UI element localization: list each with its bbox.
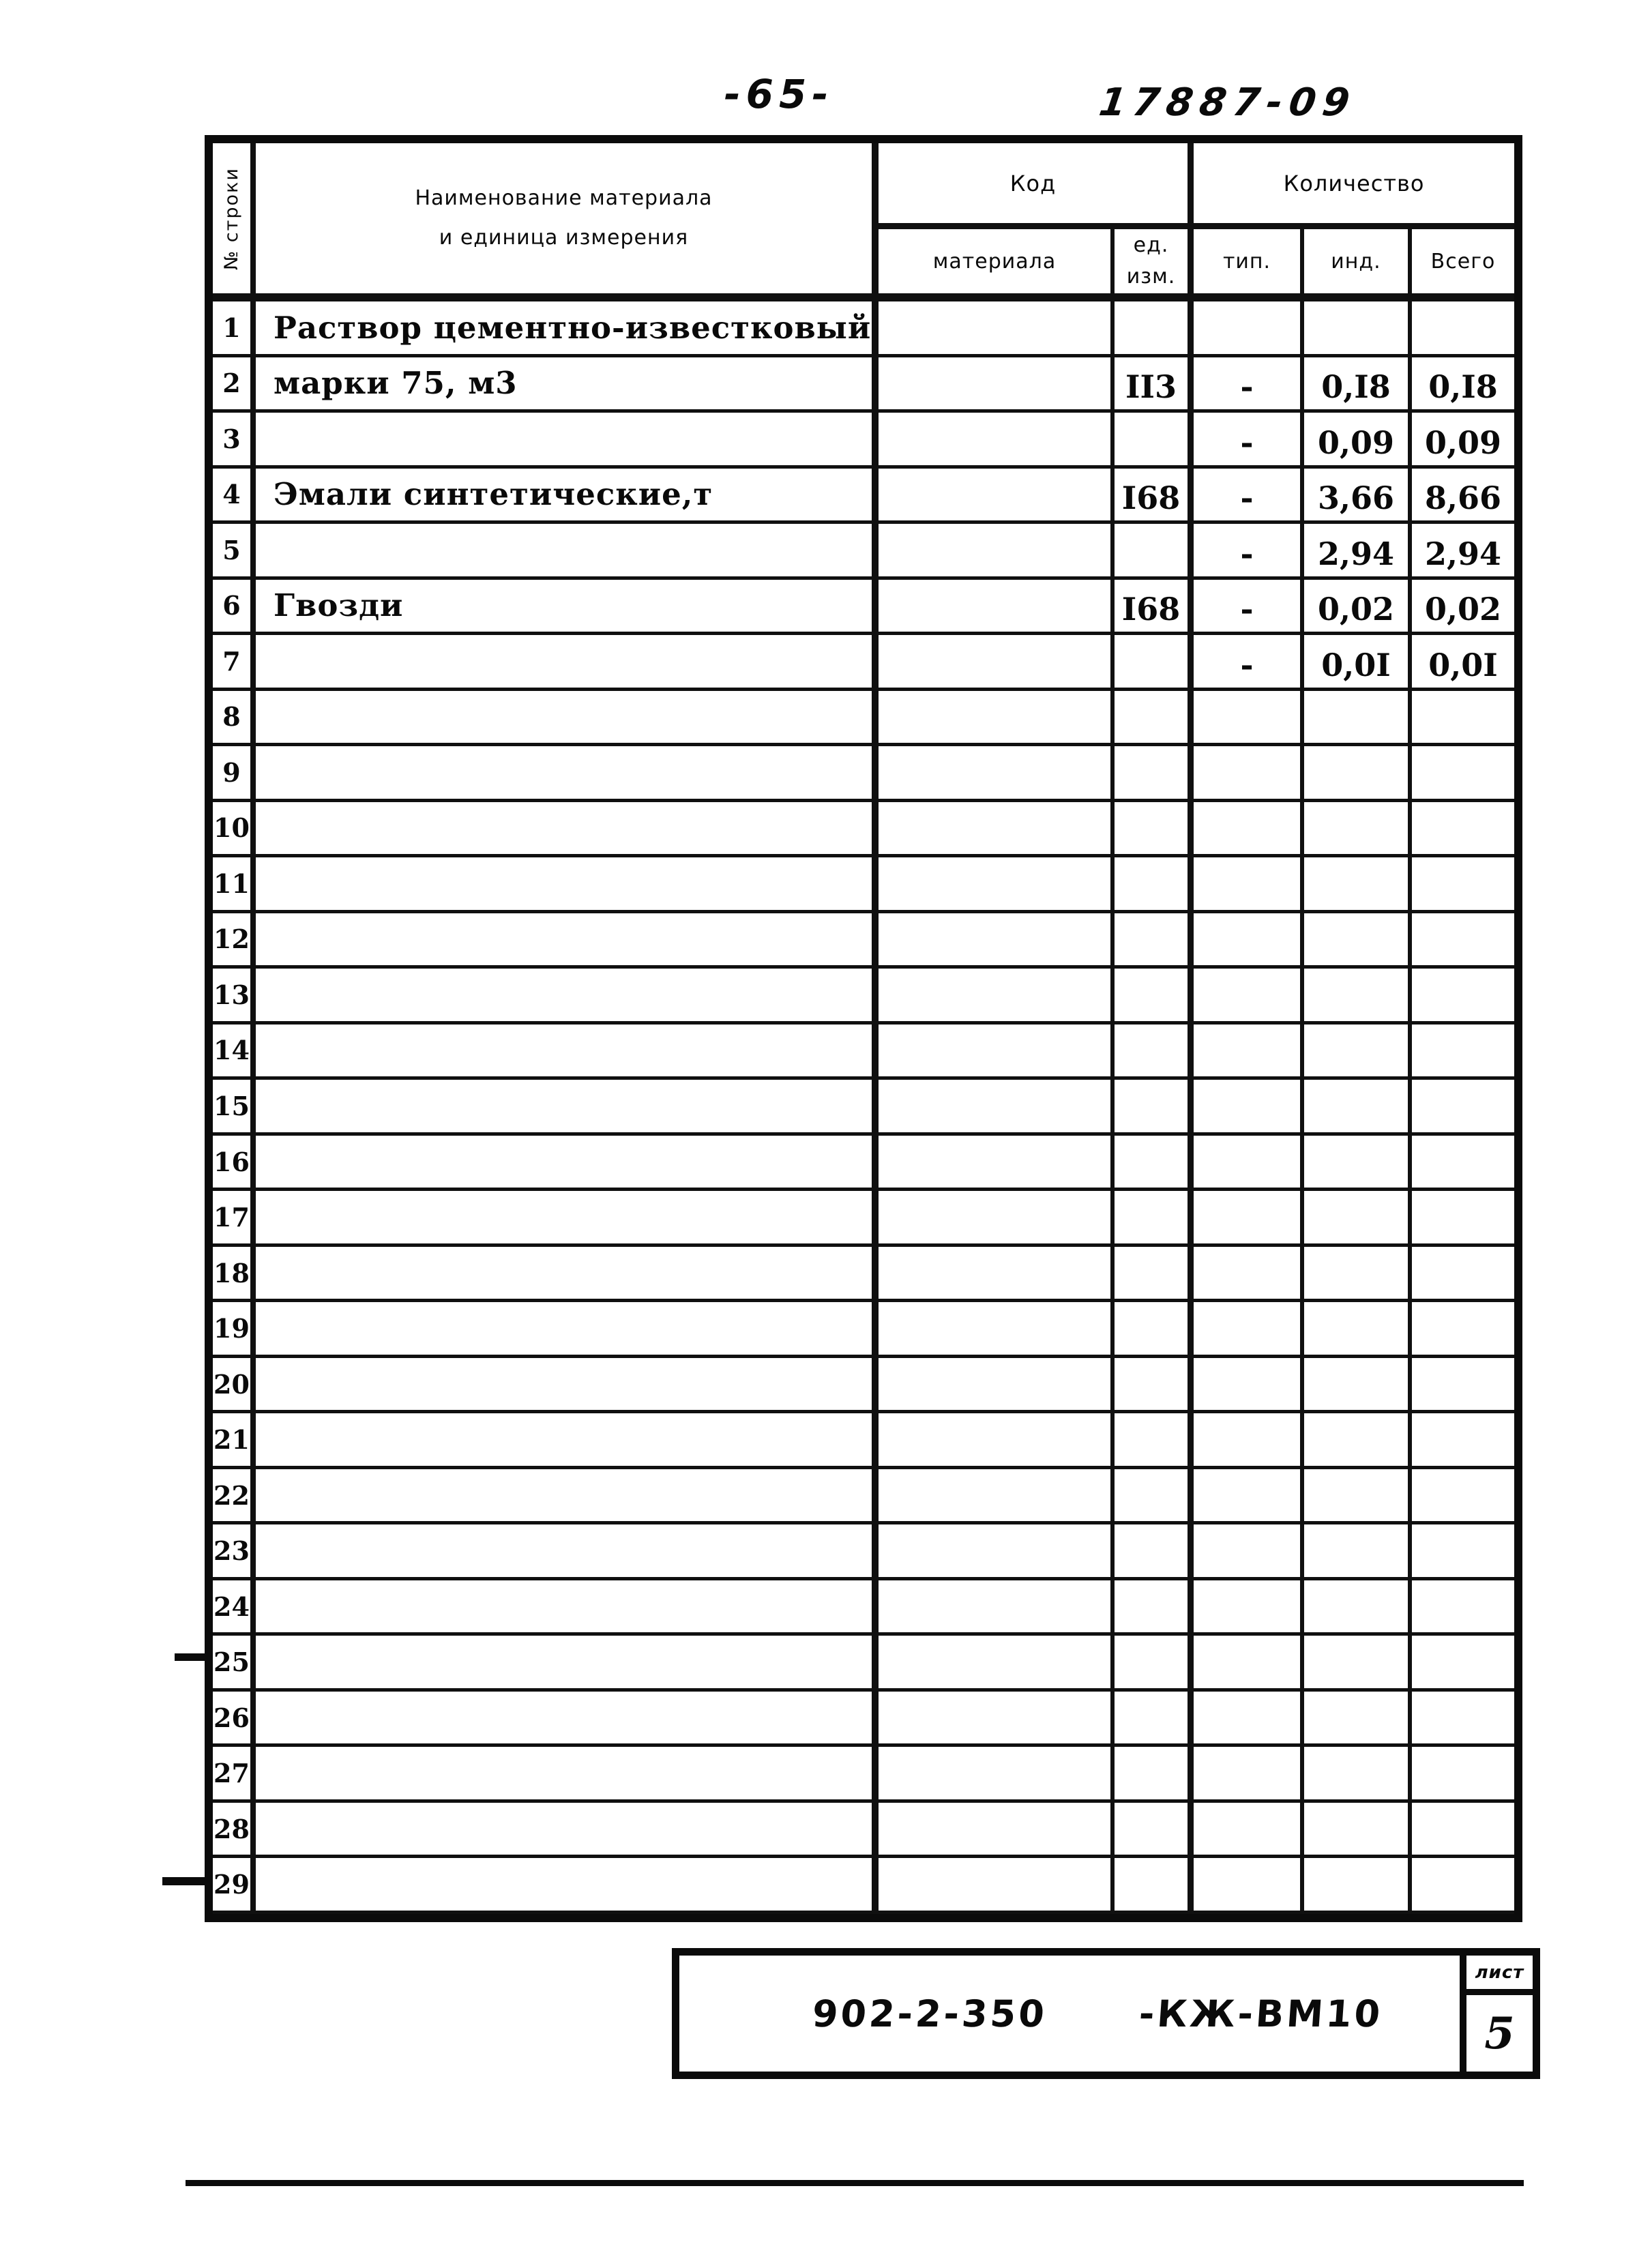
tip-qty-cell bbox=[1194, 1858, 1304, 1914]
tip-qty-cell: - bbox=[1194, 635, 1304, 691]
row-number-cell: 10 bbox=[213, 802, 256, 858]
total-qty-cell bbox=[1412, 1025, 1514, 1080]
page-number: -65- bbox=[724, 71, 834, 117]
total-qty-cell bbox=[1412, 913, 1514, 969]
project-code: 902-2-350 bbox=[810, 1992, 1049, 2035]
material-name-cell bbox=[256, 1080, 879, 1136]
ind-qty-cell bbox=[1304, 1580, 1412, 1636]
ind-qty-cell: 2,94 bbox=[1304, 524, 1412, 580]
tip-qty-cell bbox=[1194, 802, 1304, 858]
total-qty-cell bbox=[1412, 969, 1514, 1025]
material-name-cell bbox=[256, 635, 879, 691]
tip-qty-cell bbox=[1194, 857, 1304, 913]
tip-qty-cell: - bbox=[1194, 524, 1304, 580]
row-number-cell: 20 bbox=[213, 1358, 256, 1414]
material-name-cell bbox=[256, 913, 879, 969]
material-code-cell bbox=[879, 1636, 1115, 1692]
total-qty-cell bbox=[1412, 746, 1514, 802]
material-code-cell bbox=[879, 802, 1115, 858]
col-header-row-number bbox=[213, 143, 256, 301]
total-qty-cell: 0,02 bbox=[1412, 580, 1514, 636]
material-name-cell bbox=[256, 691, 879, 747]
total-qty-cell bbox=[1412, 1247, 1514, 1303]
ind-qty-cell: 0,I8 bbox=[1304, 357, 1412, 413]
material-code-cell bbox=[879, 1803, 1115, 1859]
row-number-cell: 12 bbox=[213, 913, 256, 969]
row-number-cell: 2 bbox=[213, 357, 256, 413]
material-code-cell bbox=[879, 357, 1115, 413]
material-name-cell bbox=[256, 1191, 879, 1247]
unit-cell bbox=[1115, 691, 1194, 747]
ind-qty-cell: 0,0I bbox=[1304, 635, 1412, 691]
unit-cell bbox=[1115, 1191, 1194, 1247]
ind-qty-cell: 3,66 bbox=[1304, 469, 1412, 525]
material-code-cell bbox=[879, 1692, 1115, 1748]
material-name-header-line1: Наименование материала bbox=[415, 186, 713, 210]
material-name-cell bbox=[256, 1636, 879, 1692]
row-number-cell: 16 bbox=[213, 1136, 256, 1192]
material-name-cell: Раствор цементно-известковый bbox=[256, 301, 879, 357]
tip-qty-cell bbox=[1194, 1358, 1304, 1414]
material-name-cell: марки 75, м3 bbox=[256, 357, 879, 413]
material-code-cell bbox=[879, 1469, 1115, 1525]
row-number-cell: 4 bbox=[213, 469, 256, 525]
tip-qty-cell bbox=[1194, 1524, 1304, 1580]
tip-qty-cell bbox=[1194, 1191, 1304, 1247]
page-bottom-rule bbox=[186, 2180, 1524, 2186]
material-name-cell: Эмали синтетические,т bbox=[256, 469, 879, 525]
unit-cell bbox=[1115, 1080, 1194, 1136]
unit-header-line1: ед. bbox=[1133, 233, 1169, 257]
row-number-cell: 9 bbox=[213, 746, 256, 802]
material-code-cell bbox=[879, 1080, 1115, 1136]
total-qty-cell bbox=[1412, 1080, 1514, 1136]
unit-cell: II3 bbox=[1115, 357, 1194, 413]
total-qty-cell bbox=[1412, 1358, 1514, 1414]
tip-qty-cell bbox=[1194, 1413, 1304, 1469]
total-qty-cell: 0,09 bbox=[1412, 413, 1514, 469]
total-qty-cell bbox=[1412, 1302, 1514, 1358]
ind-qty-cell bbox=[1304, 1191, 1412, 1247]
col-header-unit bbox=[1115, 229, 1194, 301]
material-name-cell bbox=[256, 746, 879, 802]
material-code-cell bbox=[879, 969, 1115, 1025]
unit-cell bbox=[1115, 1858, 1194, 1914]
document-code: -КЖ-ВМ10 bbox=[1137, 1992, 1385, 2035]
ind-qty-cell bbox=[1304, 691, 1412, 747]
unit-cell bbox=[1115, 1302, 1194, 1358]
total-qty-cell: 0,0I bbox=[1412, 635, 1514, 691]
tip-qty-cell bbox=[1194, 1636, 1304, 1692]
tip-qty-cell bbox=[1194, 913, 1304, 969]
tip-qty-cell bbox=[1194, 1025, 1304, 1080]
col-header-total: Всего bbox=[1412, 229, 1514, 301]
tip-qty-cell bbox=[1194, 1747, 1304, 1803]
material-code-cell bbox=[879, 635, 1115, 691]
unit-header-line2: изм. bbox=[1126, 265, 1176, 289]
material-name-cell bbox=[256, 1803, 879, 1859]
material-code-cell bbox=[879, 1747, 1115, 1803]
ind-qty-cell bbox=[1304, 1136, 1412, 1192]
unit-cell bbox=[1115, 913, 1194, 969]
unit-cell bbox=[1115, 413, 1194, 469]
unit-cell bbox=[1115, 1580, 1194, 1636]
material-name-cell bbox=[256, 1413, 879, 1469]
total-qty-cell: 0,I8 bbox=[1412, 357, 1514, 413]
col-header-material-code: материала bbox=[879, 229, 1115, 301]
total-qty-cell bbox=[1412, 1747, 1514, 1803]
title-block-stamp bbox=[672, 1948, 1540, 2079]
row-number-cell: 25 bbox=[213, 1636, 256, 1692]
row-number-cell: 17 bbox=[213, 1191, 256, 1247]
total-qty-cell bbox=[1412, 1803, 1514, 1859]
unit-cell bbox=[1115, 1469, 1194, 1525]
unit-cell bbox=[1115, 1136, 1194, 1192]
col-header-ind: инд. bbox=[1304, 229, 1412, 301]
unit-cell bbox=[1115, 969, 1194, 1025]
unit-cell bbox=[1115, 524, 1194, 580]
material-name-cell bbox=[256, 1302, 879, 1358]
unit-cell: I68 bbox=[1115, 580, 1194, 636]
ind-qty-cell bbox=[1304, 1803, 1412, 1859]
material-code-cell bbox=[879, 1858, 1115, 1914]
material-code-cell bbox=[879, 1247, 1115, 1303]
tip-qty-cell bbox=[1194, 1580, 1304, 1636]
ind-qty-cell bbox=[1304, 969, 1412, 1025]
tip-qty-cell: - bbox=[1194, 413, 1304, 469]
total-qty-cell bbox=[1412, 1191, 1514, 1247]
unit-cell bbox=[1115, 1358, 1194, 1414]
ind-qty-cell bbox=[1304, 746, 1412, 802]
unit-cell bbox=[1115, 1747, 1194, 1803]
unit-cell bbox=[1115, 301, 1194, 357]
unit-cell bbox=[1115, 635, 1194, 691]
ind-qty-cell bbox=[1304, 1858, 1412, 1914]
ind-qty-cell bbox=[1304, 1358, 1412, 1414]
row-number-cell: 7 bbox=[213, 635, 256, 691]
margin-tick-mark bbox=[175, 1653, 210, 1661]
tip-qty-cell: - bbox=[1194, 357, 1304, 413]
total-qty-cell bbox=[1412, 1469, 1514, 1525]
total-qty-cell bbox=[1412, 802, 1514, 858]
tip-qty-cell bbox=[1194, 969, 1304, 1025]
unit-cell bbox=[1115, 1413, 1194, 1469]
material-name-cell bbox=[256, 1747, 879, 1803]
material-name-header-line2: и единица измерения bbox=[439, 226, 689, 250]
material-name-cell bbox=[256, 1136, 879, 1192]
material-name-cell bbox=[256, 1247, 879, 1303]
tip-qty-cell bbox=[1194, 691, 1304, 747]
unit-cell bbox=[1115, 1636, 1194, 1692]
row-number-cell: 8 bbox=[213, 691, 256, 747]
ind-qty-cell bbox=[1304, 857, 1412, 913]
total-qty-cell bbox=[1412, 691, 1514, 747]
tip-qty-cell bbox=[1194, 1803, 1304, 1859]
unit-cell bbox=[1115, 857, 1194, 913]
unit-cell bbox=[1115, 1524, 1194, 1580]
total-qty-cell bbox=[1412, 1692, 1514, 1748]
row-number-cell: 6 bbox=[213, 580, 256, 636]
total-qty-cell bbox=[1412, 1636, 1514, 1692]
tip-qty-cell bbox=[1194, 1080, 1304, 1136]
tip-qty-cell bbox=[1194, 1247, 1304, 1303]
sheet-label: лист bbox=[1466, 1956, 1533, 1995]
material-name-cell bbox=[256, 413, 879, 469]
col-header-tip: тип. bbox=[1194, 229, 1304, 301]
tip-qty-cell bbox=[1194, 1469, 1304, 1525]
material-code-cell bbox=[879, 1524, 1115, 1580]
row-number-cell: 3 bbox=[213, 413, 256, 469]
ind-qty-cell bbox=[1304, 1469, 1412, 1525]
tip-qty-cell: - bbox=[1194, 580, 1304, 636]
unit-cell bbox=[1115, 802, 1194, 858]
ind-qty-cell bbox=[1304, 1247, 1412, 1303]
ind-qty-cell bbox=[1304, 913, 1412, 969]
row-number-cell: 28 bbox=[213, 1803, 256, 1859]
material-name-cell bbox=[256, 524, 879, 580]
material-code-cell bbox=[879, 691, 1115, 747]
sheet-box bbox=[1460, 1956, 1533, 2072]
margin-tick-mark bbox=[162, 1877, 205, 1885]
material-code-cell bbox=[879, 413, 1115, 469]
total-qty-cell bbox=[1412, 857, 1514, 913]
material-code-cell bbox=[879, 1025, 1115, 1080]
handwritten-doc-number: 17887-09 bbox=[1096, 80, 1359, 125]
material-code-cell bbox=[879, 913, 1115, 969]
tip-qty-cell bbox=[1194, 1302, 1304, 1358]
material-code-cell bbox=[879, 1191, 1115, 1247]
total-qty-cell: 2,94 bbox=[1412, 524, 1514, 580]
ind-qty-cell bbox=[1304, 1747, 1412, 1803]
total-qty-cell bbox=[1412, 1858, 1514, 1914]
row-number-cell: 22 bbox=[213, 1469, 256, 1525]
unit-cell bbox=[1115, 1025, 1194, 1080]
ind-qty-cell: 0,09 bbox=[1304, 413, 1412, 469]
total-qty-cell bbox=[1412, 1524, 1514, 1580]
row-number-label: № строки bbox=[221, 166, 242, 270]
ind-qty-cell bbox=[1304, 802, 1412, 858]
total-qty-cell bbox=[1412, 1413, 1514, 1469]
material-code-cell bbox=[879, 580, 1115, 636]
col-group-quantity: Количество bbox=[1194, 143, 1514, 229]
ind-qty-cell bbox=[1304, 1413, 1412, 1469]
sheet-number: 5 bbox=[1484, 2007, 1515, 2059]
row-number-cell: 21 bbox=[213, 1413, 256, 1469]
row-number-cell: 24 bbox=[213, 1580, 256, 1636]
material-name-cell bbox=[256, 857, 879, 913]
row-number-cell: 11 bbox=[213, 857, 256, 913]
material-name-cell bbox=[256, 802, 879, 858]
material-code-cell bbox=[879, 1413, 1115, 1469]
row-number-cell: 15 bbox=[213, 1080, 256, 1136]
ind-qty-cell bbox=[1304, 1692, 1412, 1748]
tip-qty-cell: - bbox=[1194, 469, 1304, 525]
material-code-cell bbox=[879, 857, 1115, 913]
tip-qty-cell bbox=[1194, 301, 1304, 357]
stamp-main-cell bbox=[679, 1956, 1460, 2072]
unit-cell: I68 bbox=[1115, 469, 1194, 525]
tip-qty-cell bbox=[1194, 746, 1304, 802]
material-code-cell bbox=[879, 746, 1115, 802]
unit-cell bbox=[1115, 1247, 1194, 1303]
col-group-code: Код bbox=[879, 143, 1194, 229]
unit-cell bbox=[1115, 746, 1194, 802]
row-number-cell: 1 bbox=[213, 301, 256, 357]
material-code-cell bbox=[879, 1580, 1115, 1636]
material-name-cell bbox=[256, 1580, 879, 1636]
tip-qty-cell bbox=[1194, 1692, 1304, 1748]
row-number-cell: 18 bbox=[213, 1247, 256, 1303]
row-number-cell: 29 bbox=[213, 1858, 256, 1914]
materials-table bbox=[205, 135, 1522, 1922]
row-number-cell: 26 bbox=[213, 1692, 256, 1748]
material-name-cell bbox=[256, 1025, 879, 1080]
material-name-cell bbox=[256, 1469, 879, 1525]
material-name-cell bbox=[256, 1692, 879, 1748]
ind-qty-cell bbox=[1304, 1524, 1412, 1580]
material-code-cell bbox=[879, 1302, 1115, 1358]
total-qty-cell bbox=[1412, 1580, 1514, 1636]
material-code-cell bbox=[879, 524, 1115, 580]
ind-qty-cell bbox=[1304, 301, 1412, 357]
material-name-cell bbox=[256, 1358, 879, 1414]
ind-qty-cell bbox=[1304, 1302, 1412, 1358]
row-number-cell: 14 bbox=[213, 1025, 256, 1080]
row-number-cell: 27 bbox=[213, 1747, 256, 1803]
row-number-cell: 23 bbox=[213, 1524, 256, 1580]
unit-cell bbox=[1115, 1692, 1194, 1748]
row-number-cell: 19 bbox=[213, 1302, 256, 1358]
ind-qty-cell bbox=[1304, 1636, 1412, 1692]
ind-qty-cell: 0,02 bbox=[1304, 580, 1412, 636]
row-number-cell: 13 bbox=[213, 969, 256, 1025]
total-qty-cell bbox=[1412, 1136, 1514, 1192]
material-name-cell bbox=[256, 1858, 879, 1914]
ind-qty-cell bbox=[1304, 1080, 1412, 1136]
material-code-cell bbox=[879, 469, 1115, 525]
material-code-cell bbox=[879, 1136, 1115, 1192]
row-number-cell: 5 bbox=[213, 524, 256, 580]
material-name-cell bbox=[256, 969, 879, 1025]
tip-qty-cell bbox=[1194, 1136, 1304, 1192]
total-qty-cell bbox=[1412, 301, 1514, 357]
material-name-cell: Гвозди bbox=[256, 580, 879, 636]
col-header-material-name bbox=[256, 143, 879, 301]
ind-qty-cell bbox=[1304, 1025, 1412, 1080]
material-name-cell bbox=[256, 1524, 879, 1580]
material-code-cell bbox=[879, 1358, 1115, 1414]
material-code-cell bbox=[879, 301, 1115, 357]
total-qty-cell: 8,66 bbox=[1412, 469, 1514, 525]
unit-cell bbox=[1115, 1803, 1194, 1859]
